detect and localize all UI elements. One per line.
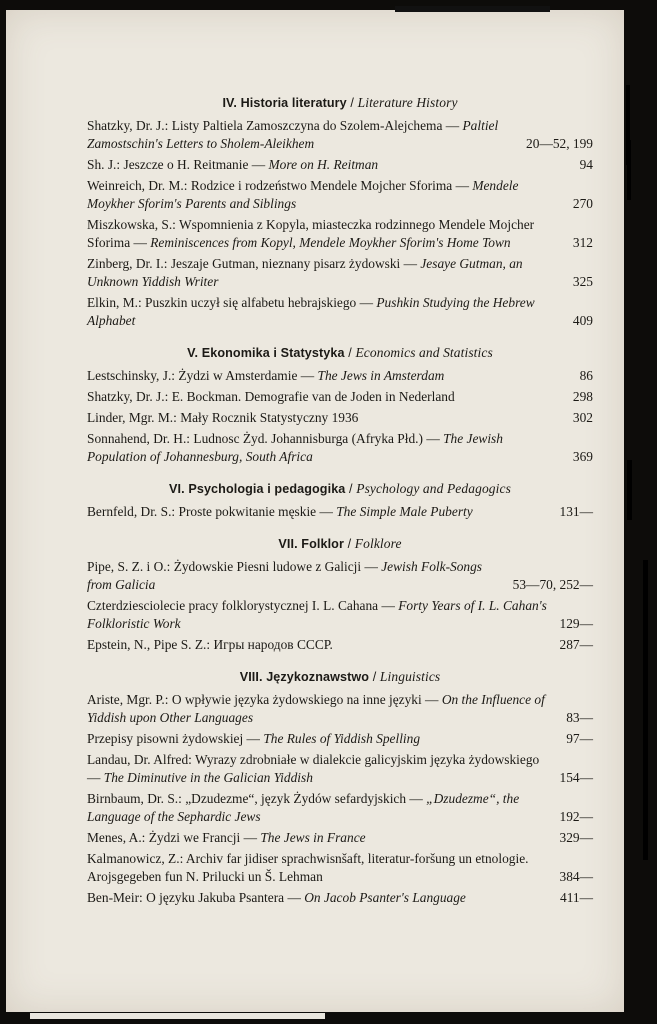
toc-entry: Menes, A.: Żydzi we Francji — The Jews in France 329— <box>87 830 593 845</box>
toc-entry: Ben-Meir: O języku Jakuba Psantera — On Jacob Psanter's Language 411— <box>87 890 593 905</box>
toc-entry: Pipe, S. Z. i O.: Żydowskie Piesni ludowe z Galicji — Jewish Folk-Songs from Galicia 53—70, 252— <box>87 559 593 592</box>
scan-edge-bar <box>627 140 631 200</box>
toc-entry: Linder, Mgr. M.: Mały Rocznik Statystyczny 1936 302 <box>87 410 593 425</box>
section-heading: IV. Historia literatury / Literature History <box>222 95 458 110</box>
toc-entry: Shatzky, Dr. J.: E. Bockman. Demografie van de Joden in Nederland 298 <box>87 389 593 404</box>
toc-entry: Elkin, M.: Puszkin uczył się alfabetu hebrajskiego — Pushkin Studying the Hebrew Alphabet 409 <box>87 295 593 328</box>
toc-entry: Sh. J.: Jeszcze o H. Reitmanie — More on H. Reitman 94 <box>87 157 593 172</box>
toc-entry: Landau, Dr. Alfred: Wyrazy zdrobniałe w dialekcie galicyjskim języka żydowskiego — The Diminutive in the Galician Yiddish 154— <box>87 752 593 785</box>
toc-entry: Bernfeld, Dr. S.: Proste pokwitanie męskie — The Simple Male Puberty 131— <box>87 504 593 519</box>
scan-edge-top <box>395 6 550 12</box>
section-heading: VI. Psychologia i pedagogika / Psychology and Pedagogics <box>169 481 511 496</box>
toc-entry: Zinberg, Dr. I.: Jeszaje Gutman, nieznany pisarz żydowski — Jesaye Gutman, an Unknown Yiddish Writer 325 <box>87 256 593 289</box>
section-heading: V. Ekonomika i Statystyka / Economics and Statistics <box>187 345 493 360</box>
scan-edge-bar <box>643 560 648 860</box>
toc-entry: Shatzky, Dr. J.: Listy Paltiela Zamoszczyna do Szolem-Alejchema — Paltiel Zamostschin's Letters to Sholem-Aleikhem 20—52, 199 <box>87 118 593 151</box>
scan-edge-bottom <box>30 1013 325 1019</box>
toc-entry: Birnbaum, Dr. S.: „Dzudezme“, język Żydów sefardyjskich — „Dzudezme“, the Language of the Sephardic Jews 192— <box>87 791 593 824</box>
toc-entry: Czterdziesciolecie pracy folklorystycznej I. L. Cahana — Forty Years of I. L. Cahan's Folkloristic Work 129— <box>87 598 593 631</box>
toc-entry: Przepisy pisowni żydowskiej — The Rules of Yiddish Spelling 97— <box>87 731 593 746</box>
section-heading: VIII. Językoznawstwo / Linguistics <box>239 669 441 684</box>
toc-entry: Miszkowska, S.: Wspomnienia z Kopyla, miasteczka rodzinnego Mendele Mojcher Sforima — Reminiscences from Kopyl, Mendele Moykher Sforim's Home Town 312 <box>87 217 593 250</box>
toc-entry: Sonnahend, Dr. H.: Ludnosc Żyd. Johannisburga (Afryka Płd.) — The Jewish Population of Johannesburg, South Africa 369 <box>87 431 593 464</box>
section-heading: VII. Folklor / Folklore <box>278 536 402 551</box>
toc-entry: Lestschinsky, J.: Żydzi w Amsterdamie — The Jews in Amsterdam 86 <box>87 368 593 383</box>
scan-edge-bar <box>627 460 632 520</box>
toc-entry: Weinreich, Dr. M.: Rodzice i rodzeństwo Mendele Mojcher Sforima — Mendele Moykher Sforim's Parents and Siblings 270 <box>87 178 593 211</box>
toc-entry: Kalmanowicz, Z.: Archiv far jidiser sprachwisnšaft, literatur-foršung un etnologie. Arojsgegeben fun N. Prilucki un Š. Lehman 384— <box>87 851 593 884</box>
toc-entry: Ariste, Mgr. P.: O wpływie języka żydowskiego na inne języki — On the Influence of Yiddish upon Other Languages 83— <box>87 692 593 725</box>
table-of-contents <box>87 95 593 910</box>
toc-entry: Epstein, N., Pipe S. Z.: Игры народов СССР. 287— <box>87 637 593 652</box>
